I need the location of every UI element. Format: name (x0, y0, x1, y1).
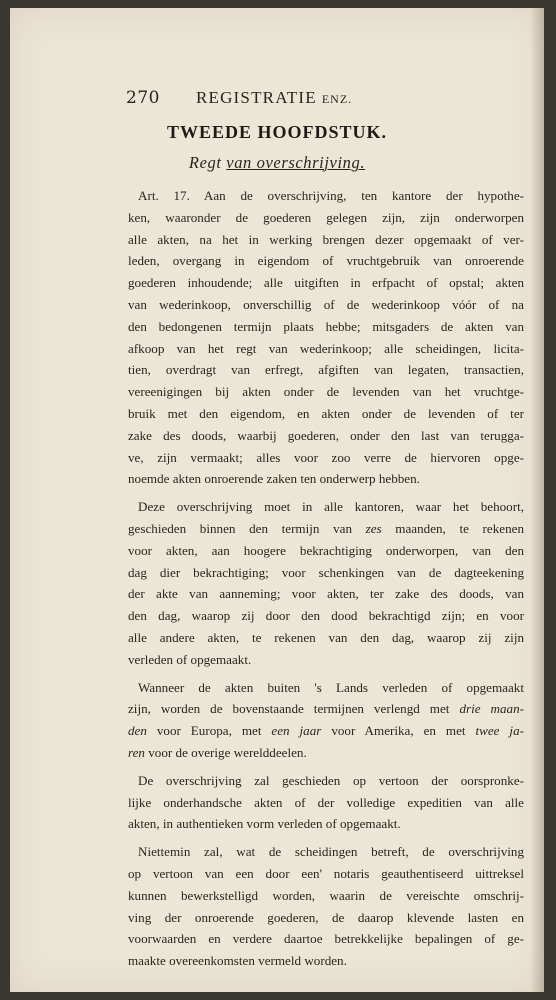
text-line: voorwaarden en verdere daartoe betrekkelijke bepalingen of ge- (128, 931, 524, 947)
paragraph (128, 770, 524, 835)
text-line: van wederinkoop, onverschillig of de wederinkoop vóór of na (128, 296, 524, 312)
paragraph (128, 677, 524, 764)
text-line: dag dier bekrachtiging; voor schenkingen van de dagteekening (128, 564, 524, 580)
running-title: REGISTRATIE (195, 88, 317, 107)
text-line: den dag, waarop zij door den dood bekrachtigd zijn; en voor (128, 608, 524, 624)
text-line: Wanneer de akten buiten 's Lands verleden of opgemaakt (138, 679, 524, 695)
running-title-suffix: ENZ. (321, 92, 353, 106)
text-line: ving der onroerende goederen, de daarop klevende lasten en (128, 909, 524, 925)
text-line: tien, overdragt van erfregt, afgiften van legaten, transactien, (128, 362, 524, 378)
text-line: noemde akten onroerende zaken ten onderwerp hebben. (128, 471, 420, 487)
text-line: akten, in authentieken vorm verleden of opgemaakt. (128, 816, 401, 832)
paragraph (128, 841, 524, 972)
text-line: kunnen bewerkstelligd worden, waarin de vereischte omschrij- (128, 887, 524, 903)
text-line: verleden of opgemaakt. (128, 651, 252, 667)
text-line: leden, overgang in eigendom of vruchtgebruik van onroerende (128, 253, 524, 269)
text-line: zijn, worden de bovenstaande termijnen verlengd met drie maan- (128, 701, 524, 717)
text-line: den bedongenen termijn plaats hebbe; mitsgaders de akten van (128, 318, 524, 334)
text-line: vereenigingen bij akten onder de levenden van het vruchtge- (128, 384, 524, 400)
paragraph (128, 496, 524, 670)
text-line: alle andere akten, te rekenen van den dag, waarop zij zijn (128, 629, 524, 645)
chapter-title: TWEEDE HOOFDSTUK. (166, 122, 388, 142)
running-header (126, 88, 416, 108)
text-line: lijke onderhandsche akten of der volledige expeditien van alle (128, 794, 524, 810)
text-line: den voor Europa, met een jaar voor Amerika, en met twee ja- (128, 723, 524, 739)
text-line: voor akten, aan hoogere bekrachtiging onderworpen, van den (128, 542, 524, 558)
text-line: maakte overeenkomsten vermeld worden. (128, 953, 347, 969)
paragraph (128, 185, 524, 490)
text-line: De overschrijving zal geschieden op vertoon der oorspronke- (138, 772, 524, 788)
page-number: 270 (126, 88, 160, 108)
text-line: ken, waaronder de goederen gelegen zijn, zijn onderworpen (128, 209, 524, 225)
text-line: goederen inhoudende; alle uitgiften in erfpacht of opstal; akten (128, 275, 524, 291)
section-title-underlined: van overschrijving. (226, 153, 366, 172)
text-line: bruik met den eigendom, en akten onder de levenden of ter (128, 405, 524, 421)
book-page (10, 8, 544, 992)
text-line: zake des doods, waarbij goederen, onder den last van terugga- (128, 427, 524, 443)
text-line: geschieden binnen den termijn van zes maanden, te rekenen (128, 520, 524, 536)
text-line: ren voor de overige werelddeelen. (128, 744, 307, 760)
article-body (128, 185, 524, 978)
text-line: Niettemin zal, wat de scheidingen betreft, de overschrijving (138, 844, 524, 860)
section-title (10, 153, 544, 173)
text-line: alle akten, na het in werking brengen dezer opgemaakt of ver- (128, 231, 524, 247)
section-title-prefix: Regt (188, 153, 222, 172)
text-line: Art. 17. Aan de overschrijving, ten kantore der hypothe- (138, 188, 524, 203)
text-line: op vertoon van een door een' notaris geauthentiseerd uittreksel (128, 865, 524, 881)
text-line: Deze overschrijving moet in alle kantoren, waar het behoort, (138, 499, 524, 515)
text-line: ve, zijn vermaakt; alles voor zoo verre de hiervoren opge- (128, 449, 524, 465)
text-line: der akte van aanneming; voor akten, ter zake des doods, van (128, 586, 524, 602)
text-line: afkoop van het regt van wederinkoop; alle scheidingen, licita- (128, 340, 524, 356)
